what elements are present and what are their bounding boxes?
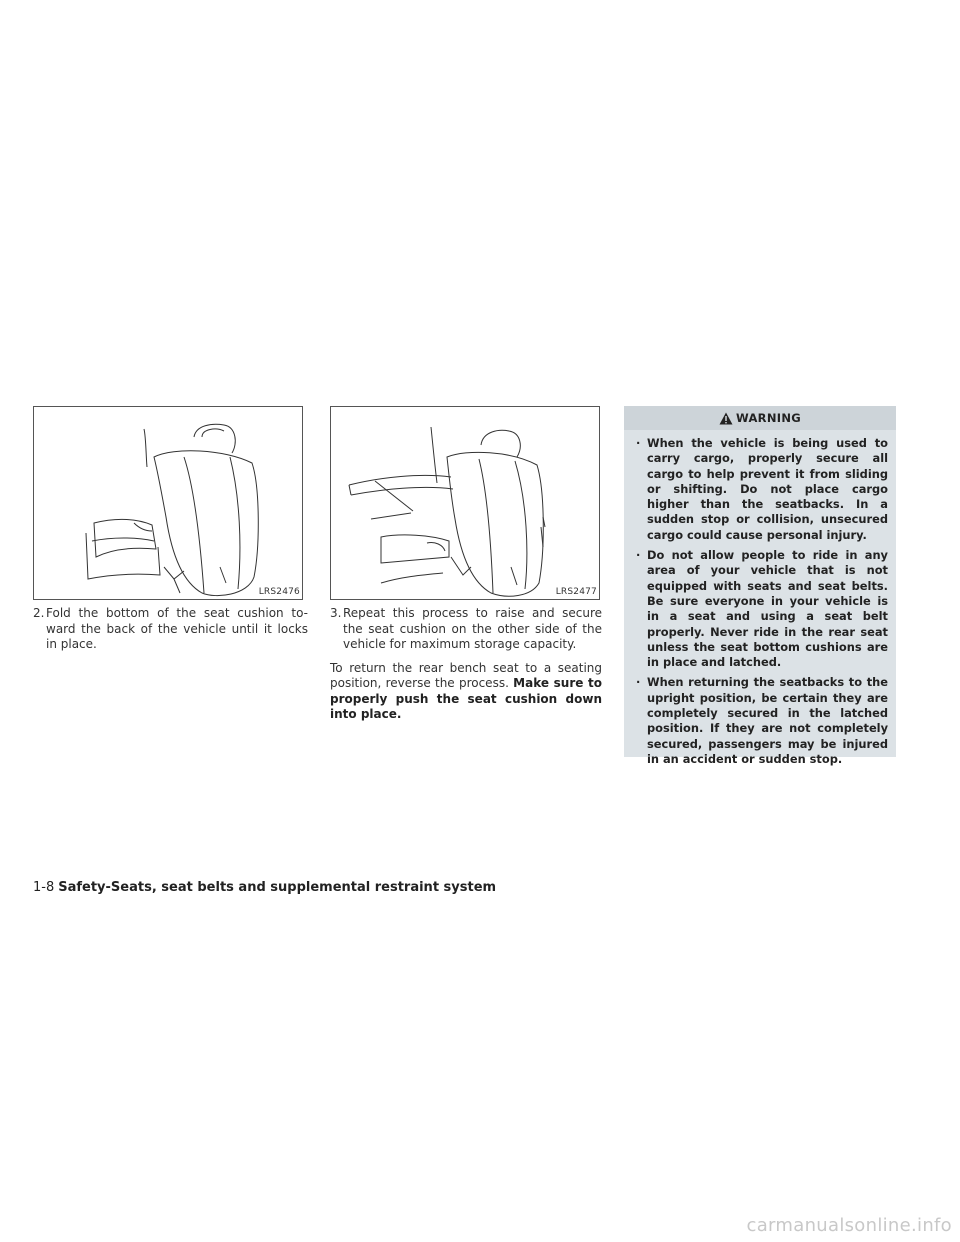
page-footer [33,880,496,895]
warning-box [624,406,896,766]
bullet: · [636,548,641,563]
paragraph-bold-text: Make sure to properly push the seat cushion down into place. [330,676,602,721]
step-text: Fold the bottom of the seat cushion to-ward the back of the vehicle until it locks in place. [46,606,308,651]
section-title: Safety-Seats, seat belts and supplemental restraint system [58,880,497,895]
seat-illustration [34,407,302,599]
paragraph-text: To return the rear bench seat to a seating position, reverse the process. [330,660,602,690]
warning-item-text: When the vehicle is being used to carry cargo, properly secure all cargo to help prevent it from sliding or shifting. Do not place cargo higher than the seatbacks. In a sudden stop or collision, unsecured cargo could cause personal injury. [647,436,888,542]
figure-seat-folded [33,406,303,600]
step-text: Repeat this process to raise and secure the seat cushion on the other side of the vehicle for maximum storage capacity. [343,606,602,651]
warning-header [624,406,896,430]
step-item [330,606,602,653]
warning-list [624,430,896,767]
figure-code: LRS2476 [258,587,300,597]
warning-item-text: When returning the seatbacks to the upright position, be certain they are completely secured in the latched position. If they are not completely secured, passengers may be injured in an accident or sudden stop. [647,675,888,766]
warning-title: WARNING [736,411,801,425]
bullet: · [636,436,641,450]
step-number: 3. [330,606,342,620]
warning-item-text: Do not allow people to ride in any area of your vehicle that is not equipped with seats and seat belts. Be sure everyone in your vehicle is in a seat and using a seat belt properly. Never ride in the rear seat unless the seat bottom cushions are in place and latched. [647,548,888,670]
bullet: · [636,675,641,690]
column-2-text [330,606,602,723]
warning-item [636,548,888,670]
column-1-text [33,606,308,653]
figure-seat-raised [330,406,600,600]
warning-triangle-icon [719,412,733,425]
watermark: carmanualsonline.info [746,1215,952,1236]
step-number: 2. [33,606,45,620]
step-item [33,606,308,653]
page-number: 1-8 [33,880,55,895]
warning-item [636,675,888,767]
return-seat-paragraph [330,661,602,723]
seat-illustration [331,407,599,599]
warning-item [636,436,888,543]
figure-code: LRS2477 [555,587,597,597]
